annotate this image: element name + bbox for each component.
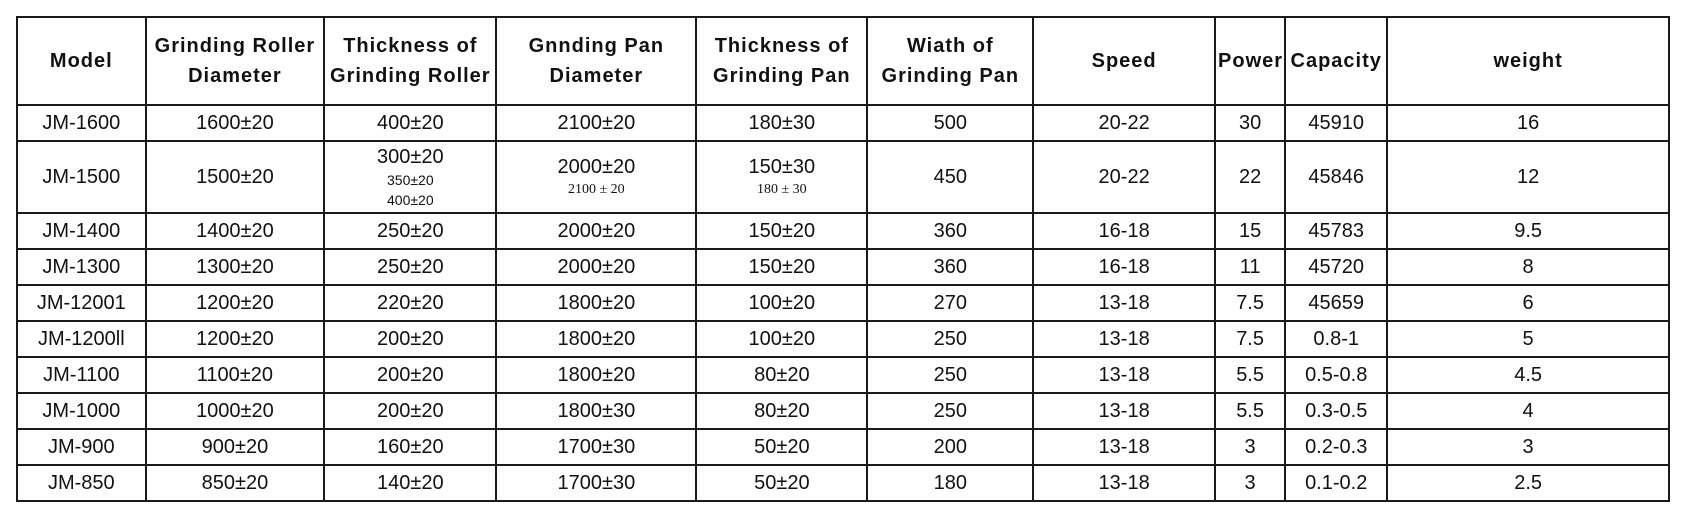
cell-pan-width: 250 — [867, 321, 1033, 357]
cell-speed: 13-18 — [1033, 357, 1215, 393]
header-power: Power — [1215, 17, 1285, 105]
cell-roller-thickness: 400±20 — [324, 105, 496, 141]
cell-roller-thickness: 140±20 — [324, 465, 496, 501]
cell-roller-diameter: 1500±20 — [146, 141, 325, 213]
cell-speed: 20-22 — [1033, 141, 1215, 213]
cell-model: JM-1300 — [17, 249, 146, 285]
cell-roller-thickness: 200±20 — [324, 357, 496, 393]
cell-pan-width: 360 — [867, 213, 1033, 249]
cell-roller-diameter: 900±20 — [146, 429, 325, 465]
cell-roller-thickness: 200±20 — [324, 393, 496, 429]
header-weight: weight — [1387, 17, 1669, 105]
header-roller-thickness: Thickness of Grinding Roller — [324, 17, 496, 105]
cell-pan-thickness — [696, 141, 867, 213]
cell-model: JM-1200ll — [17, 321, 146, 357]
cell-roller-diameter: 1100±20 — [146, 357, 325, 393]
table-row — [17, 141, 1669, 213]
table-row — [17, 321, 1669, 357]
cell-pan-thickness: 180±30 — [696, 105, 867, 141]
cell-speed: 13-18 — [1033, 321, 1215, 357]
cell-weight: 4.5 — [1387, 357, 1669, 393]
cell-pan-width: 250 — [867, 357, 1033, 393]
cell-weight: 9.5 — [1387, 213, 1669, 249]
spec-table — [16, 16, 1670, 502]
cell-power: 3 — [1215, 429, 1285, 465]
cell-weight: 3 — [1387, 429, 1669, 465]
cell-roller-thickness-main: 300±20 — [377, 146, 444, 168]
cell-pan-diameter — [496, 141, 696, 213]
cell-capacity: 45783 — [1285, 213, 1387, 249]
table-row — [17, 213, 1669, 249]
cell-pan-diameter: 2000±20 — [496, 213, 696, 249]
cell-pan-width: 180 — [867, 465, 1033, 501]
cell-weight: 5 — [1387, 321, 1669, 357]
cell-roller-thickness: 250±20 — [324, 213, 496, 249]
cell-weight: 16 — [1387, 105, 1669, 141]
cell-weight: 2.5 — [1387, 465, 1669, 501]
cell-speed: 16-18 — [1033, 213, 1215, 249]
cell-pan-thickness: 50±20 — [696, 465, 867, 501]
cell-power: 15 — [1215, 213, 1285, 249]
cell-pan-thickness: 150±20 — [696, 213, 867, 249]
cell-roller-thickness: 160±20 — [324, 429, 496, 465]
cell-roller-thickness: 250±20 — [324, 249, 496, 285]
cell-pan-diameter: 1700±30 — [496, 429, 696, 465]
cell-power: 7.5 — [1215, 321, 1285, 357]
cell-capacity: 45720 — [1285, 249, 1387, 285]
cell-pan-diameter-main: 2000±20 — [557, 156, 636, 178]
cell-model: JM-1600 — [17, 105, 146, 141]
cell-pan-diameter: 1800±30 — [496, 393, 696, 429]
cell-capacity: 0.3-0.5 — [1285, 393, 1387, 429]
cell-speed: 13-18 — [1033, 285, 1215, 321]
header-pan-thickness: Thickness of Grinding Pan — [696, 17, 867, 105]
cell-capacity: 45846 — [1285, 141, 1387, 213]
cell-weight: 4 — [1387, 393, 1669, 429]
cell-pan-thickness: 100±20 — [696, 285, 867, 321]
cell-pan-diameter: 1800±20 — [496, 285, 696, 321]
cell-power: 7.5 — [1215, 285, 1285, 321]
cell-pan-width: 270 — [867, 285, 1033, 321]
table-row — [17, 429, 1669, 465]
cell-power: 5.5 — [1215, 357, 1285, 393]
header-capacity: Capacity — [1285, 17, 1387, 105]
cell-capacity: 0.2-0.3 — [1285, 429, 1387, 465]
header-pan-width: Wiath of Grinding Pan — [867, 17, 1033, 105]
cell-pan-thickness-main: 150±30 — [748, 156, 816, 178]
cell-power: 30 — [1215, 105, 1285, 141]
cell-speed: 20-22 — [1033, 105, 1215, 141]
cell-capacity: 0.8-1 — [1285, 321, 1387, 357]
cell-capacity: 0.1-0.2 — [1285, 465, 1387, 501]
cell-pan-thickness-alt: 180 ± 30 — [756, 182, 807, 197]
cell-pan-thickness: 80±20 — [696, 357, 867, 393]
cell-capacity: 0.5-0.8 — [1285, 357, 1387, 393]
cell-model: JM-12001 — [17, 285, 146, 321]
cell-pan-thickness: 150±20 — [696, 249, 867, 285]
cell-roller-diameter: 1000±20 — [146, 393, 325, 429]
cell-roller-diameter: 1400±20 — [146, 213, 325, 249]
cell-model: JM-1000 — [17, 393, 146, 429]
cell-pan-diameter: 1800±20 — [496, 321, 696, 357]
cell-pan-width: 200 — [867, 429, 1033, 465]
table-row — [17, 249, 1669, 285]
header-speed: Speed — [1033, 17, 1215, 105]
cell-roller-diameter: 1600±20 — [146, 105, 325, 141]
cell-weight: 8 — [1387, 249, 1669, 285]
cell-roller-diameter: 1200±20 — [146, 321, 325, 357]
cell-capacity: 45910 — [1285, 105, 1387, 141]
cell-model: JM-850 — [17, 465, 146, 501]
cell-roller-thickness-alt: 350±20 — [387, 172, 434, 188]
cell-model: JM-1500 — [17, 141, 146, 213]
cell-roller-diameter: 1300±20 — [146, 249, 325, 285]
cell-model: JM-1100 — [17, 357, 146, 393]
cell-speed: 13-18 — [1033, 393, 1215, 429]
cell-roller-thickness: 220±20 — [324, 285, 496, 321]
cell-pan-width: 250 — [867, 393, 1033, 429]
cell-power: 11 — [1215, 249, 1285, 285]
cell-pan-thickness: 80±20 — [696, 393, 867, 429]
cell-weight: 12 — [1387, 141, 1669, 213]
cell-pan-diameter: 2100±20 — [496, 105, 696, 141]
cell-pan-thickness: 100±20 — [696, 321, 867, 357]
cell-pan-diameter-alt: 2100 ± 20 — [568, 182, 625, 197]
cell-roller-thickness-alt: 400±20 — [387, 192, 434, 208]
cell-power: 22 — [1215, 141, 1285, 213]
cell-roller-diameter: 1200±20 — [146, 285, 325, 321]
cell-power: 5.5 — [1215, 393, 1285, 429]
cell-pan-diameter: 1700±30 — [496, 465, 696, 501]
header-model: Model — [17, 17, 146, 105]
cell-speed: 13-18 — [1033, 465, 1215, 501]
table-row — [17, 105, 1669, 141]
cell-capacity: 45659 — [1285, 285, 1387, 321]
table-row — [17, 393, 1669, 429]
cell-pan-width: 360 — [867, 249, 1033, 285]
header-roller-diameter: Grinding Roller Diameter — [146, 17, 325, 105]
cell-model: JM-900 — [17, 429, 146, 465]
spec-table-body — [17, 105, 1669, 501]
cell-roller-thickness: 200±20 — [324, 321, 496, 357]
header-row — [17, 17, 1669, 105]
cell-pan-width: 450 — [867, 141, 1033, 213]
cell-roller-diameter: 850±20 — [146, 465, 325, 501]
header-pan-diameter: Gnnding Pan Diameter — [496, 17, 696, 105]
cell-pan-thickness: 50±20 — [696, 429, 867, 465]
cell-speed: 13-18 — [1033, 429, 1215, 465]
table-row — [17, 357, 1669, 393]
cell-model: JM-1400 — [17, 213, 146, 249]
cell-pan-width: 500 — [867, 105, 1033, 141]
cell-weight: 6 — [1387, 285, 1669, 321]
cell-speed: 16-18 — [1033, 249, 1215, 285]
table-row — [17, 285, 1669, 321]
cell-pan-diameter: 1800±20 — [496, 357, 696, 393]
cell-roller-thickness — [324, 141, 496, 213]
table-row — [17, 465, 1669, 501]
cell-power: 3 — [1215, 465, 1285, 501]
cell-pan-diameter: 2000±20 — [496, 249, 696, 285]
